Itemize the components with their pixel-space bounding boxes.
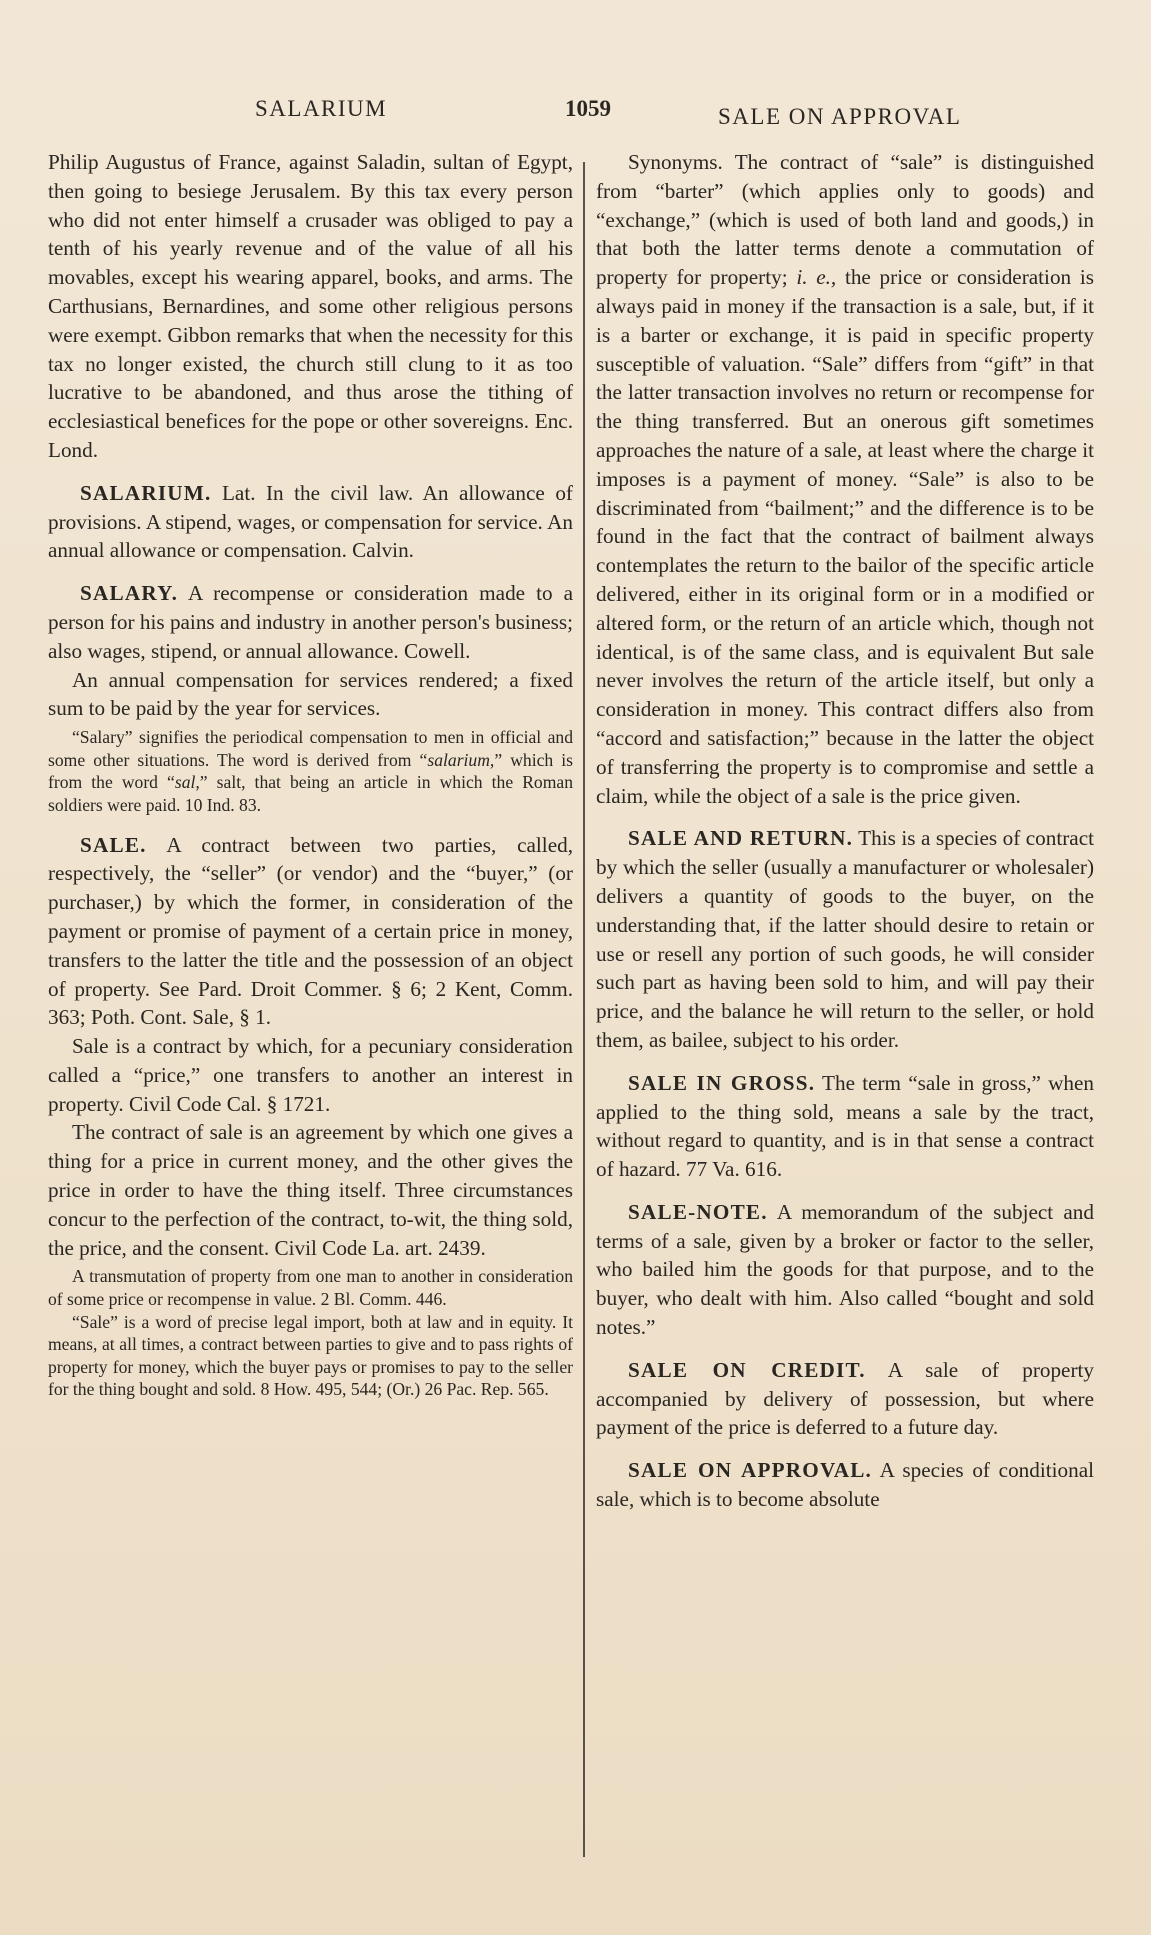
entry-text: A sale of property accompanied by delivery of possession, but where payment of the price is deferred to a future day. xyxy=(596,1357,1094,1440)
entry-heading: SALE. xyxy=(80,832,147,857)
entry-sale-note xyxy=(596,1198,1094,1342)
entry-heading: SALARIUM. xyxy=(80,480,212,505)
sale-paragraph-3: The contract of sale is an agreement by which one gives a thing for a price in current money, and the other gives the price in order to have the thing itself. Three circumstances concur to the perfection of the contract, to-wit, the thing sold, the price, and the consent. Civil Code La. art. 2439. xyxy=(48,1120,573,1260)
entry-text: Lat. In the civil law. An allowance of provisions. A stipend, wages, or compensation for service. An annual allowance or compensation. Calvin. xyxy=(48,480,573,563)
entry-heading: SALE ON APPROVAL. xyxy=(628,1458,873,1483)
header-right-guide-word: SALE ON APPROVAL xyxy=(718,104,962,129)
entry-text: This is a species of contract by which the seller (usually a manufacturer or wholesaler) delivers a quantity of goods to the buyer, on the understanding that, if the latter should desire to retain or use or resell any portion of such goods, he will consider such part as having been sold to him, and will pay their price, and the balance he will return to the seller, or hold them, as bailee, subject to his order. xyxy=(596,826,1094,1052)
entry-sale-and-return xyxy=(596,824,1094,1054)
entry-text: A recompense or consideration made to a person for his pains and industry in another person's business; also wages, stipend, or annual allowance. Cowell. xyxy=(48,581,573,663)
entry-sale-on-approval xyxy=(596,1456,1094,1514)
entry-text: A species of conditional sale, which is to become absolute xyxy=(596,1458,1094,1512)
entry-sale-in-gross xyxy=(596,1069,1094,1184)
salary-note: “Salary” signifies the periodical compensation to men in official and some other situations. The word is derived from “salarium,” which is from the word “sal,” salt, that being an article in which the Roman soldiers were paid. 10 Ind. 83. xyxy=(48,727,574,815)
header-left-guide-word: SALARIUM xyxy=(255,96,388,121)
right-column xyxy=(596,148,1094,1514)
entry-heading: SALE IN GROSS. xyxy=(628,1070,816,1095)
entry-salary xyxy=(48,579,573,665)
page-number: 1059 xyxy=(565,96,611,121)
entry-heading: SALE AND RETURN. xyxy=(628,826,854,851)
sale-note-1: A transmutation of property from one man to another in consideration of some price or recompense in value. 2 Bl. Comm. 446. xyxy=(48,1266,573,1310)
column-divider xyxy=(583,162,585,1857)
entry-sale-on-credit xyxy=(596,1356,1094,1442)
page-header xyxy=(0,96,1151,136)
salary-paragraph-2: An annual compensation for services rendered; a fixed sum to be paid by the year for services. xyxy=(48,667,573,721)
entry-text: A memorandum of the subject and terms of a sale, given by a broker or factor to the seller, who bailed him the goods for that purpose, and to the buyer, who dealt with him. Also called “bought and sold notes.” xyxy=(596,1199,1094,1340)
entry-heading: SALE-NOTE. xyxy=(628,1199,768,1224)
entry-text: A contract between two parties, called, respectively, the “seller” (or vendor) and the “buyer,” (or purchaser,) by which the former, in consideration of the payment or promise of payment of a certain price in money, transfers to the latter the title and the possession of an object of property. See Pard. Droit Commer. § 6; 2 Kent, Comm. 363; Poth. Cont. Sale, § 1. xyxy=(48,832,573,1030)
entry-salarium xyxy=(48,479,573,565)
sale-note-2: “Sale” is a word of precise legal import, both at law and in equity. It means, at all times, a contract between parties to give and to pass rights of property for money, which the buyer pays or promises to pay to the seller for the thing bought and sold. 8 How. 495, 544; (Or.) 26 Pac. Rep. 565. xyxy=(48,1311,573,1400)
entry-heading: SALE ON CREDIT. xyxy=(628,1357,866,1382)
entry-heading: SALARY. xyxy=(80,581,179,606)
entry-sale xyxy=(48,831,573,1033)
intro-paragraph: Philip Augustus of France, against Saladin, sultan of Egypt, then going to besiege Jerusalem. By this tax every person who did not enter himself a crusader was obliged to pay a tenth of his yearly revenue and of the value of all his movables, except his wearing apparel, books, and arms. The Carthusians, Bernardines, and some other religious persons were exempt. Gibbon remarks that when the necessity for this tax no longer existed, the church still clung to it as too lucrative to be abandoned, and thus arose the tithing of ecclesiastical benefices for the pope or other sovereigns. Enc. Lond. xyxy=(48,150,573,462)
synonyms-paragraph: Synonyms. The contract of “sale” is distinguished from “barter” (which applies only to goods) and “exchange,” (which is used of both land and goods,) in that both the latter terms denote a commutation of property for property; i. e., the price or consideration is always paid in money if the transaction is a sale, but, if it is a barter or exchange, it is paid in specific property susceptible of valuation. “Sale” differs from “gift” in that the latter transaction involves no return or recompense for the thing transferred. But an onerous gift sometimes approaches the nature of a sale, at least where the charge it imposes is a payment of money. “Sale” is also to be discriminated from “bailment;” and the difference is to be found in the fact that the contract of bailment always contemplates the return to the bailor of the specific article delivered, either in its original form or in a modified or altered form, or the return of an article which, though not identical, is of the same class, and is equivalent But sale never involves the return of the article itself, but only a consideration in money. This contract differs also from “accord and satisfaction;” because in the latter the object of transferring the property is to compromise and settle a claim, while the object of a sale is the price given. xyxy=(596,150,1094,808)
left-column xyxy=(48,148,573,1401)
entry-text: The term “sale in gross,” when applied to the thing sold, means a sale by the tract, without regard to quantity, and is in that sense a contract of hazard. 77 Va. 616. xyxy=(596,1070,1094,1182)
sale-paragraph-2: Sale is a contract by which, for a pecuniary consideration called a “price,” one transfers to another an interest in property. Civil Code Cal. § 1721. xyxy=(48,1034,573,1116)
